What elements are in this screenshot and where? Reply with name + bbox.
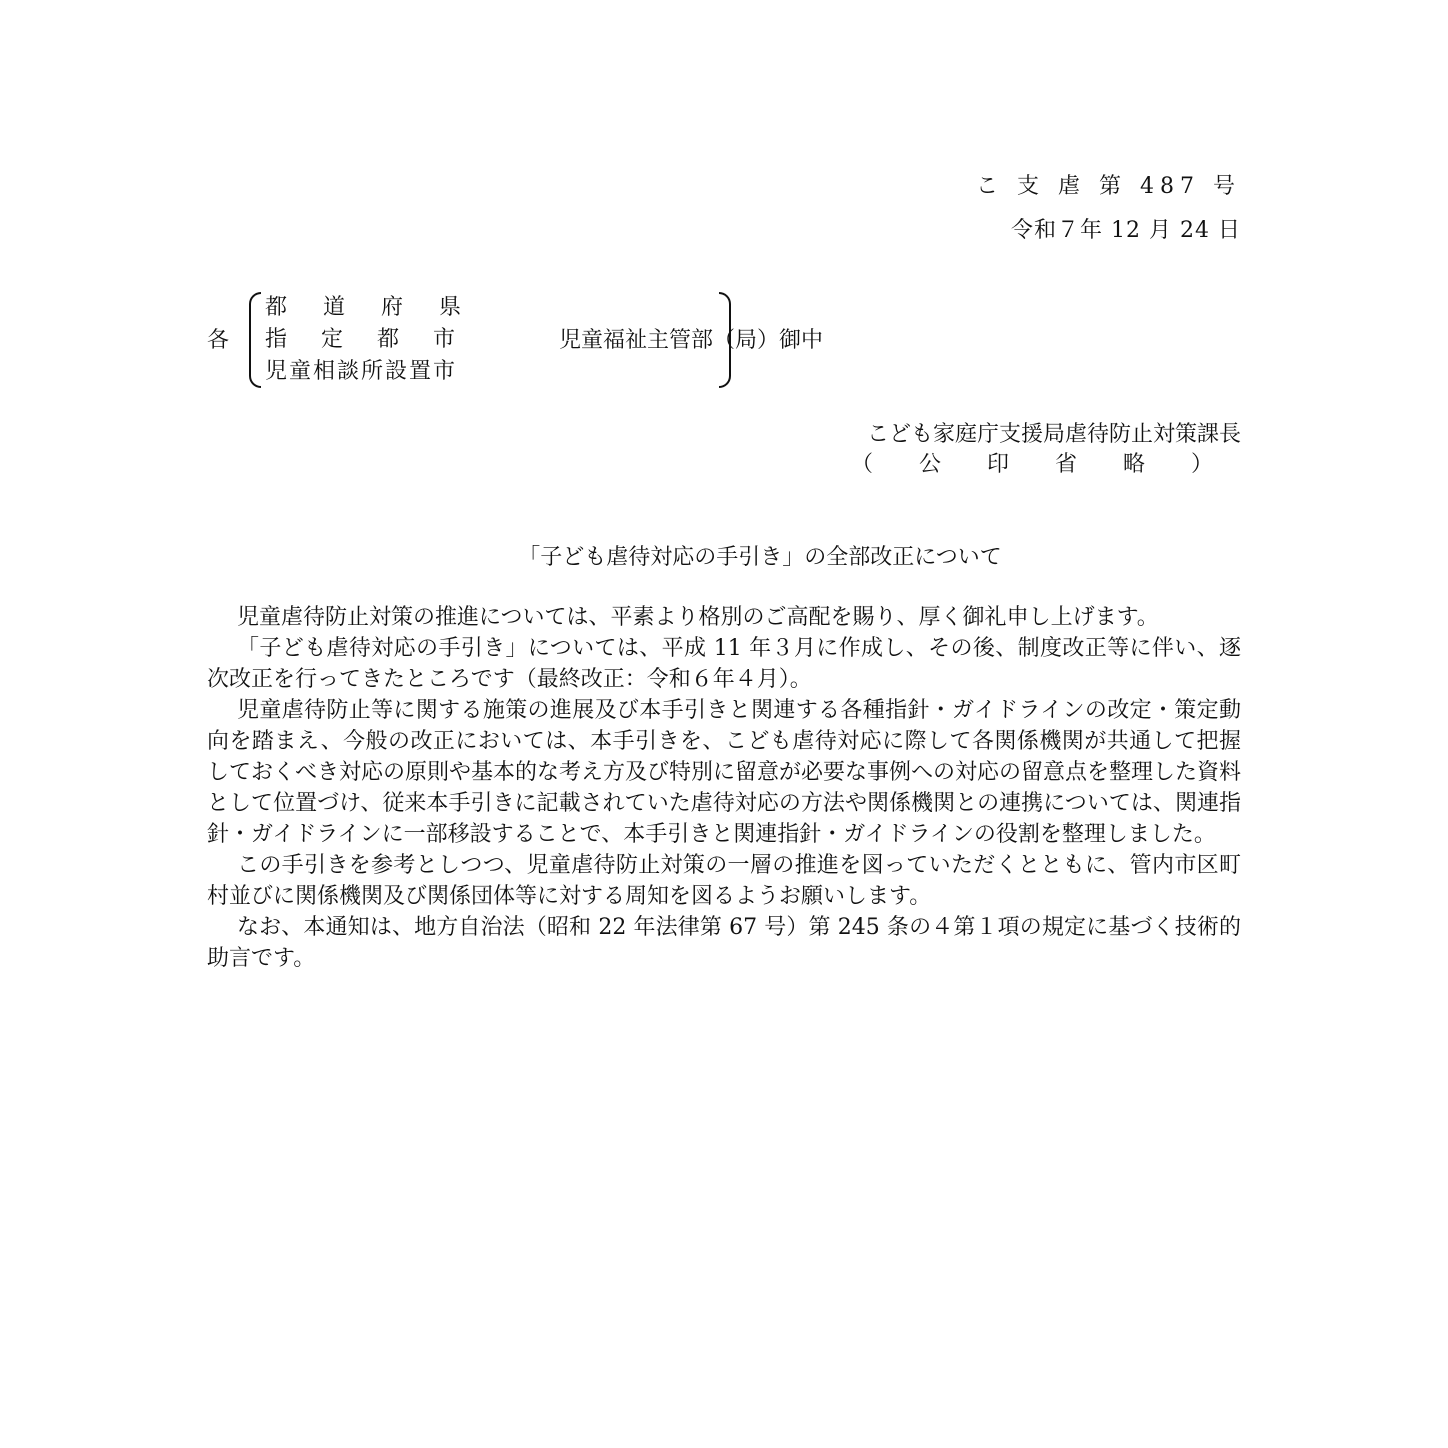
document-title: 「子ども虐待対応の手引き」の全部改正について [518,545,1002,570]
document-number: こ 支 虐 第 487 号 [976,174,1241,199]
recipient-child-guidance-cities: 児童相談所設置市 [265,359,458,384]
paragraph-legal-note: なお、本通知は、地方自治法（昭和 22 年法律第 67 号）第 245 条の４第１項の規定に基づく技術的助言です。 [207,915,1241,971]
recipient-prefix: 各 [207,328,230,353]
document-body [207,602,1241,974]
recipient-prefectures: 都道府県 [265,295,498,320]
paragraph-greeting: 児童虐待防止対策の推進については、平素より格別のご高配を賜り、厚く御礼申し上げます。 [237,605,1159,630]
recipient-department: 児童福祉主管部（局）御中 [559,328,824,353]
paragraph-background: 「子ども虐待対応の手引き」については、平成 11 年３月に作成し、その後、制度改正等に伴い、逐次改正を行ってきたところです（最終改正：令和６年４月）。 [207,636,1241,692]
seal-omitted-note: （公印省略） [850,452,1259,477]
recipient-designated-cities: 指定都市 [265,327,490,352]
paragraph-revision-details: 児童虐待防止等に関する施策の進展及び本手引きと関連する各種指針・ガイドラインの改定・策定動向を踏まえ、今般の改正においては、本手引きを、こども虐待対応に際して各関係機関が共通して把握しておくべき対応の原則や基本的な考え方及び特別に留意が必要な事例への対応の留意点を整理した資料として位置づけ、従来本手引きに記載されていた虐待対応の方法や関係機関との連携については、関連指針・ガイドラインに一部移設することで、本手引きと関連指針・ガイドラインの役割を整理しました。 [207,698,1242,847]
sender-block [721,420,1259,480]
document-date: 令和７年 12 月 24 日 [1011,218,1241,243]
sender-name: こども家庭庁支援局虐待防止対策課長 [866,422,1241,447]
left-brace [249,292,261,388]
document-title-container [0,543,1448,573]
paragraph-request: この手引きを参考としつつ、児童虐待防止対策の一層の推進を図っていただくとともに、管内市区町村並びに関係機関及び関係団体等に対する周知を図るようお願いします。 [207,853,1241,909]
